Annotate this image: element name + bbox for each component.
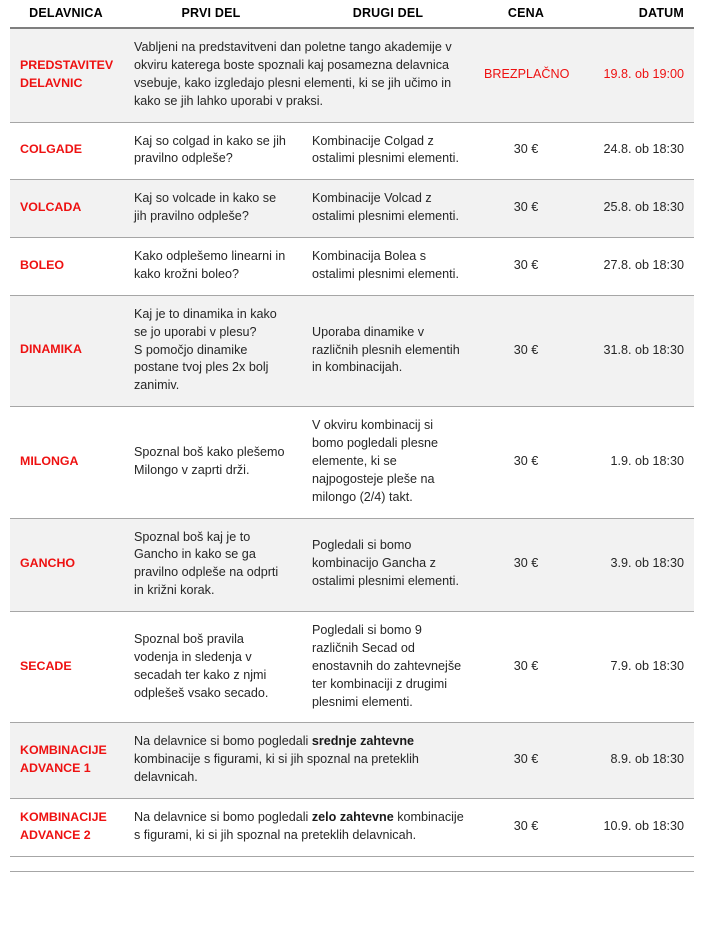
workshop-price: 30 € [476, 723, 576, 799]
workshop-name: VOLCADA [10, 180, 122, 238]
table-row [10, 799, 694, 857]
table-row [10, 295, 694, 406]
workshop-price: 30 € [476, 407, 576, 518]
part-one-text-tail: kombinacije s figurami, ki si jih spoznal na preteklih delavnicah. [134, 752, 419, 785]
workshop-part-two: Kombinacije Volcad z ostalimi plesnimi elementi. [300, 180, 476, 238]
column-header-cena: CENA [476, 0, 576, 28]
workshop-price: BREZPLAČNO [476, 28, 576, 122]
table-bottom-rule [10, 856, 694, 871]
workshop-name: DINAMIKA [10, 295, 122, 406]
workshop-part-one: Spoznal boš pravila vodenja in sledenja v secadah ter kako z njmi odplešeš vsako secado. [122, 612, 300, 723]
table-row [10, 180, 694, 238]
workshop-price: 30 € [476, 295, 576, 406]
workshop-part-one [122, 723, 476, 799]
workshop-name: GANCHO [10, 518, 122, 612]
workshop-part-one: Kako odplešemo linearni in kako krožni boleo? [122, 238, 300, 296]
part-one-text-tail: kombinacije s figurami, ki si jih spoznal na preteklih delavnicah. [134, 810, 464, 842]
workshop-part-one: Kaj je to dinamika in kako se jo uporabi v plesu? S pomočjo dinamike postane tvoj ples 2x bolj zanimiv. [122, 295, 300, 406]
table-row [10, 723, 694, 799]
workshop-part-two: Pogledali si bomo 9 različnih Secad od enostavnih do zahtevnejše ter kombinaciji z drugimi plesnimi elementi. [300, 612, 476, 723]
workshop-name: SECADE [10, 612, 122, 723]
workshop-date: 8.9. ob 18:30 [576, 723, 694, 799]
table-row [10, 28, 694, 122]
workshop-date: 7.9. ob 18:30 [576, 612, 694, 723]
workshop-part-two: Kombinacija Bolea s ostalimi plesnimi elementi. [300, 238, 476, 296]
column-header-datum: DATUM [576, 0, 694, 28]
workshop-name: COLGADE [10, 122, 122, 180]
table-row [10, 518, 694, 612]
workshop-price: 30 € [476, 180, 576, 238]
workshop-part-two: Kombinacije Colgad z ostalimi plesnimi elementi. [300, 122, 476, 180]
column-header-prvi-del: PRVI DEL [122, 0, 300, 28]
part-one-text-lead: Na delavnice si bomo pogledali [134, 810, 312, 825]
column-header-drugi-del: DRUGI DEL [300, 0, 476, 28]
workshop-name: KOMBINACIJE ADVANCE 1 [10, 723, 122, 799]
column-header-delavnica: DELAVNICA [10, 0, 122, 28]
workshop-price: 30 € [476, 799, 576, 857]
part-one-text-lead: Na delavnice si bomo pogledali [134, 734, 312, 749]
workshop-price: 30 € [476, 518, 576, 612]
workshop-date: 31.8. ob 18:30 [576, 295, 694, 406]
workshop-part-one: Spoznal boš kako plešemo Milongo v zaprti drži. [122, 407, 300, 518]
workshop-date: 10.9. ob 18:30 [576, 799, 694, 857]
table-row [10, 122, 694, 180]
workshop-part-two: Pogledali si bomo kombinacijo Gancha z ostalimi plesnimi elementi. [300, 518, 476, 612]
workshop-date: 24.8. ob 18:30 [576, 122, 694, 180]
part-one-text-emphasis: zelo zahtevne [311, 810, 394, 825]
workshop-name: PREDSTAVITEV DELAVNIC [10, 28, 122, 122]
workshop-name: MILONGA [10, 407, 122, 518]
workshop-name: BOLEO [10, 238, 122, 296]
workshop-name: KOMBINACIJE ADVANCE 2 [10, 799, 122, 857]
part-one-text-emphasis: srednje zahtevne [311, 734, 415, 749]
table-row [10, 612, 694, 723]
workshop-part-one: Vabljeni na predstavitveni dan poletne tango akademije v okviru katerega boste spoznali kaj posamezna delavnica vsebuje, kako izgledajo plesni elementi, ki se jih učimo in kako se jih lahko uporabi v praksi. [122, 28, 476, 122]
workshop-date: 27.8. ob 18:30 [576, 238, 694, 296]
workshop-price: 30 € [476, 238, 576, 296]
table-row [10, 238, 694, 296]
workshop-date: 25.8. ob 18:30 [576, 180, 694, 238]
workshop-schedule-table [10, 0, 694, 872]
workshop-price: 30 € [476, 612, 576, 723]
workshop-date: 1.9. ob 18:30 [576, 407, 694, 518]
workshop-part-two: Uporaba dinamike v različnih plesnih elementih in kombinacijah. [300, 295, 476, 406]
workshop-part-one: Kaj so volcade in kako se jih pravilno odpleše? [122, 180, 300, 238]
workshop-price: 30 € [476, 122, 576, 180]
workshop-part-one: Spoznal boš kaj je to Gancho in kako se ga pravilno odpleše na odprti in križni korak. [122, 518, 300, 612]
workshop-part-two: V okviru kombinacij si bomo pogledali plesne elemente, ki se najpogosteje pleše na milongo (2/4) takt. [300, 407, 476, 518]
workshop-date: 3.9. ob 18:30 [576, 518, 694, 612]
header-row [10, 0, 694, 28]
workshop-part-one: Kaj so colgad in kako se jih pravilno odpleše? [122, 122, 300, 180]
workshop-part-one [122, 799, 476, 857]
table-row [10, 407, 694, 518]
workshop-date: 19.8. ob 19:00 [576, 28, 694, 122]
table-body [10, 28, 694, 871]
table-header [10, 0, 694, 28]
table-footer-spacer [10, 856, 694, 871]
